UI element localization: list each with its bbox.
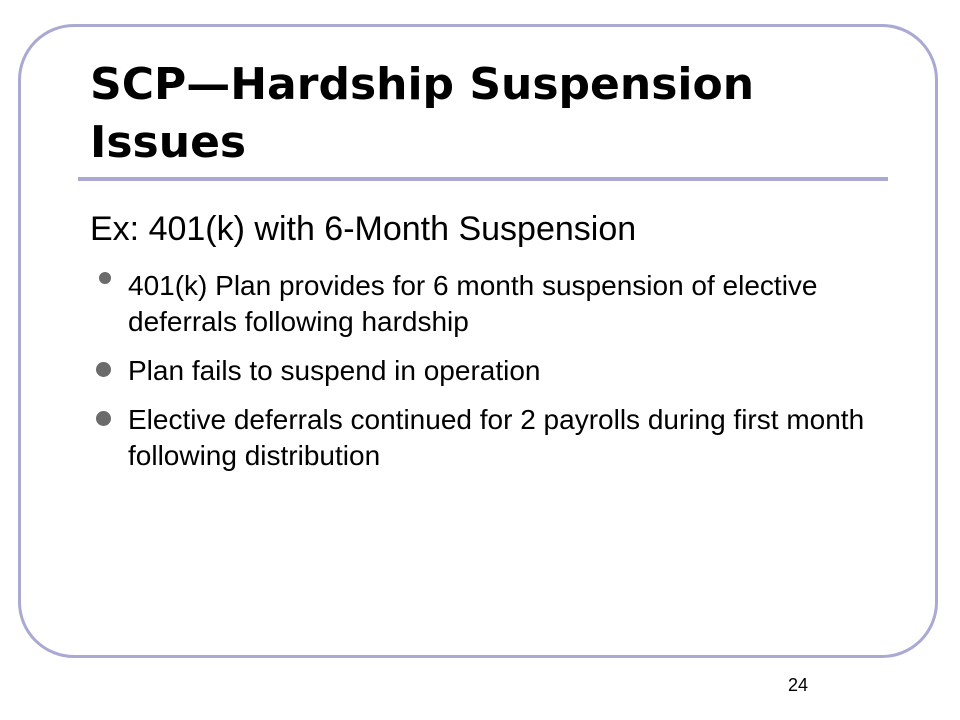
title-divider bbox=[78, 177, 888, 181]
bullet-text: 401(k) Plan provides for 6 month suspension of elective deferrals following hardship bbox=[128, 270, 818, 337]
bullet-text: Elective deferrals continued for 2 payrolls during first month following distribution bbox=[128, 404, 865, 471]
bullet-item bbox=[90, 353, 880, 389]
bullet-item bbox=[90, 402, 880, 474]
bullet-item bbox=[90, 268, 880, 340]
page-number: 24 bbox=[788, 675, 809, 695]
bullet-dot-icon bbox=[99, 272, 111, 284]
bullet-list bbox=[90, 268, 880, 487]
bullet-dot-icon bbox=[96, 362, 111, 377]
bullet-dot-icon bbox=[96, 411, 111, 426]
slide-subtitle: Ex: 401(k) with 6-Month Suspension bbox=[90, 210, 637, 248]
slide-title: SCP—Hardship Suspension Issues bbox=[90, 59, 755, 168]
bullet-text: Plan fails to suspend in operation bbox=[128, 355, 541, 386]
